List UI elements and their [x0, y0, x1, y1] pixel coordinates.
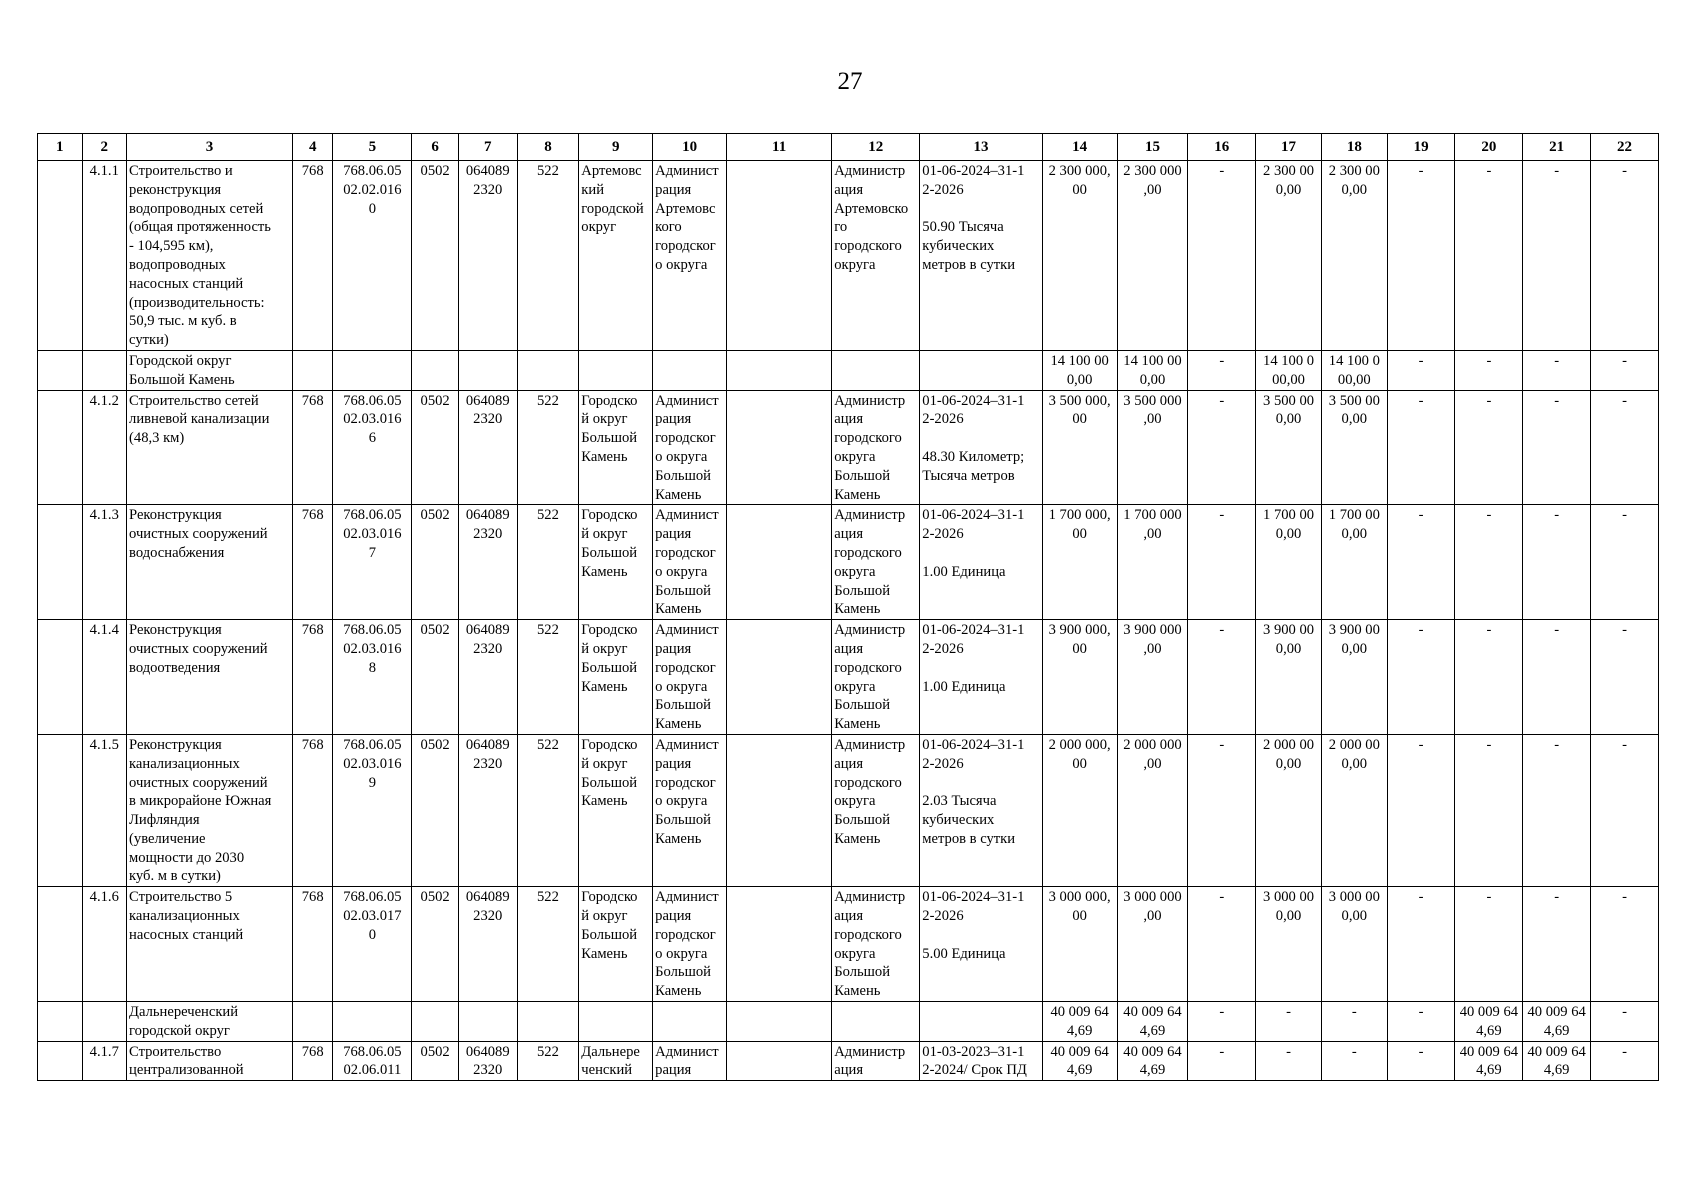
cell-col-21: -	[1523, 390, 1591, 505]
cell-col-3: Реконструкция канализационных очистных сооружений в микрорайоне Южная Лифляндия (увеличение мощности до 2030 куб. м в сутки)	[127, 734, 293, 886]
column-header-10: 10	[653, 134, 727, 161]
cell-col-11	[727, 887, 832, 1002]
cell-col-1	[38, 887, 83, 1002]
cell-col-6: 0502	[412, 1041, 459, 1081]
cell-col-9	[579, 350, 653, 390]
cell-col-19: -	[1387, 734, 1455, 886]
table-row	[38, 620, 1659, 735]
cell-col-10: Админист рация городског о округа Большой Камень	[653, 887, 727, 1002]
budget-table	[37, 133, 1659, 1081]
cell-col-17: 2 000 00 0,00	[1256, 734, 1322, 886]
cell-col-22: -	[1591, 620, 1659, 735]
cell-col-16: -	[1188, 390, 1256, 505]
cell-col-18: -	[1321, 1041, 1387, 1081]
cell-col-16: -	[1188, 1002, 1256, 1042]
cell-col-5: 768.06.05 02.03.016 6	[333, 390, 412, 505]
table-row	[38, 161, 1659, 351]
cell-col-13: 01-06-2024–31-1 2-2026 50.90 Тысяча кубических метров в сутки	[920, 161, 1042, 351]
column-header-18: 18	[1321, 134, 1387, 161]
cell-col-8: 522	[517, 161, 579, 351]
cell-col-20: -	[1455, 350, 1523, 390]
cell-col-22: -	[1591, 887, 1659, 1002]
cell-col-8: 522	[517, 620, 579, 735]
cell-col-17: 1 700 00 0,00	[1256, 505, 1322, 620]
cell-col-13	[920, 350, 1042, 390]
cell-col-19: -	[1387, 1041, 1455, 1081]
cell-col-14: 2 000 000, 00	[1042, 734, 1117, 886]
cell-col-5	[333, 350, 412, 390]
cell-col-8	[517, 350, 579, 390]
column-header-19: 19	[1387, 134, 1455, 161]
cell-col-18: 3 900 00 0,00	[1321, 620, 1387, 735]
cell-col-18: 14 100 0 00,00	[1321, 350, 1387, 390]
cell-col-15: 1 700 000 ,00	[1117, 505, 1188, 620]
cell-col-12: Администр ация	[832, 1041, 920, 1081]
cell-col-9	[579, 1002, 653, 1042]
cell-col-19: -	[1387, 390, 1455, 505]
cell-col-2: 4.1.1	[82, 161, 127, 351]
cell-col-20: -	[1455, 887, 1523, 1002]
cell-col-3: Строительство сетей ливневой канализации (48,3 км)	[127, 390, 293, 505]
cell-col-12: Администр ация городского округа Большой Камень	[832, 505, 920, 620]
cell-col-20: -	[1455, 161, 1523, 351]
cell-col-20: -	[1455, 390, 1523, 505]
cell-col-9: Городско й округ Большой Камень	[579, 620, 653, 735]
cell-col-17: -	[1256, 1002, 1322, 1042]
cell-col-19: -	[1387, 887, 1455, 1002]
cell-col-11	[727, 620, 832, 735]
cell-col-7: 064089 2320	[458, 505, 517, 620]
cell-col-12: Администр ация городского округа Большой Камень	[832, 887, 920, 1002]
cell-col-15: 40 009 64 4,69	[1117, 1002, 1188, 1042]
cell-col-4: 768	[292, 734, 332, 886]
cell-col-15: 2 000 000 ,00	[1117, 734, 1188, 886]
cell-col-14: 40 009 64 4,69	[1042, 1041, 1117, 1081]
cell-col-14: 40 009 64 4,69	[1042, 1002, 1117, 1042]
cell-col-22: -	[1591, 505, 1659, 620]
cell-col-17: 14 100 0 00,00	[1256, 350, 1322, 390]
cell-col-10: Админист рация городског о округа Большой Камень	[653, 505, 727, 620]
cell-col-12: Администр ация городского округа Большой Камень	[832, 734, 920, 886]
cell-col-14: 3 900 000, 00	[1042, 620, 1117, 735]
cell-col-1	[38, 1002, 83, 1042]
cell-col-6: 0502	[412, 505, 459, 620]
cell-col-10: Админист рация	[653, 1041, 727, 1081]
cell-col-22: -	[1591, 161, 1659, 351]
cell-col-16: -	[1188, 161, 1256, 351]
cell-col-5	[333, 1002, 412, 1042]
cell-col-18: 3 000 00 0,00	[1321, 887, 1387, 1002]
cell-col-13: 01-06-2024–31-1 2-2026 1.00 Единица	[920, 505, 1042, 620]
cell-col-18: 2 300 00 0,00	[1321, 161, 1387, 351]
column-header-21: 21	[1523, 134, 1591, 161]
cell-col-4: 768	[292, 887, 332, 1002]
cell-col-17: 3 500 00 0,00	[1256, 390, 1322, 505]
cell-col-5: 768.06.05 02.06.011	[333, 1041, 412, 1081]
column-header-22: 22	[1591, 134, 1659, 161]
cell-col-7: 064089 2320	[458, 734, 517, 886]
table-row	[38, 350, 1659, 390]
cell-col-2: 4.1.2	[82, 390, 127, 505]
cell-col-15: 3 000 000 ,00	[1117, 887, 1188, 1002]
cell-col-17: 3 900 00 0,00	[1256, 620, 1322, 735]
cell-col-21: -	[1523, 620, 1591, 735]
cell-col-2: 4.1.5	[82, 734, 127, 886]
cell-col-18: -	[1321, 1002, 1387, 1042]
cell-col-15: 14 100 00 0,00	[1117, 350, 1188, 390]
cell-col-6: 0502	[412, 887, 459, 1002]
column-header-7: 7	[458, 134, 517, 161]
cell-col-4	[292, 1002, 332, 1042]
cell-col-3: Строительство и реконструкция водопроводных сетей (общая протяженность - 104,595 км), водопроводных насосных станций (производительность: 50,9 тыс. м куб. в сутки)	[127, 161, 293, 351]
table-row	[38, 734, 1659, 886]
cell-col-18: 3 500 00 0,00	[1321, 390, 1387, 505]
cell-col-2	[82, 1002, 127, 1042]
cell-col-16: -	[1188, 505, 1256, 620]
cell-col-9: Городско й округ Большой Камень	[579, 505, 653, 620]
cell-col-13: 01-06-2024–31-1 2-2026 2.03 Тысяча кубических метров в сутки	[920, 734, 1042, 886]
cell-col-4	[292, 350, 332, 390]
cell-col-13: 01-06-2024–31-1 2-2026 1.00 Единица	[920, 620, 1042, 735]
cell-col-7	[458, 350, 517, 390]
cell-col-12	[832, 1002, 920, 1042]
column-header-2: 2	[82, 134, 127, 161]
cell-col-3: Городской округ Большой Камень	[127, 350, 293, 390]
cell-col-20: 40 009 64 4,69	[1455, 1002, 1523, 1042]
cell-col-9: Городско й округ Большой Камень	[579, 390, 653, 505]
cell-col-21: 40 009 64 4,69	[1523, 1002, 1591, 1042]
cell-col-20: -	[1455, 620, 1523, 735]
cell-col-10: Админист рация городског о округа Большой Камень	[653, 390, 727, 505]
cell-col-2	[82, 350, 127, 390]
column-header-14: 14	[1042, 134, 1117, 161]
cell-col-1	[38, 390, 83, 505]
cell-col-10: Админист рация городског о округа Большой Камень	[653, 734, 727, 886]
cell-col-20: 40 009 64 4,69	[1455, 1041, 1523, 1081]
cell-col-5: 768.06.05 02.03.016 9	[333, 734, 412, 886]
page-number: 27	[837, 68, 863, 95]
cell-col-16: -	[1188, 350, 1256, 390]
cell-col-21: -	[1523, 161, 1591, 351]
cell-col-15: 40 009 64 4,69	[1117, 1041, 1188, 1081]
cell-col-19: -	[1387, 620, 1455, 735]
cell-col-21: -	[1523, 505, 1591, 620]
cell-col-19: -	[1387, 505, 1455, 620]
column-header-8: 8	[517, 134, 579, 161]
cell-col-22: -	[1591, 1002, 1659, 1042]
cell-col-22: -	[1591, 350, 1659, 390]
cell-col-3: Строительство централизованной	[127, 1041, 293, 1081]
cell-col-22: -	[1591, 390, 1659, 505]
cell-col-16: -	[1188, 620, 1256, 735]
column-header-17: 17	[1256, 134, 1322, 161]
cell-col-7: 064089 2320	[458, 887, 517, 1002]
column-header-11: 11	[727, 134, 832, 161]
cell-col-21: -	[1523, 887, 1591, 1002]
table-row	[38, 887, 1659, 1002]
cell-col-13: 01-03-2023–31-1 2-2024/ Срок ПД	[920, 1041, 1042, 1081]
column-header-12: 12	[832, 134, 920, 161]
cell-col-11	[727, 1002, 832, 1042]
cell-col-8: 522	[517, 505, 579, 620]
cell-col-22: -	[1591, 734, 1659, 886]
cell-col-2: 4.1.7	[82, 1041, 127, 1081]
cell-col-18: 1 700 00 0,00	[1321, 505, 1387, 620]
cell-col-5: 768.06.05 02.03.016 8	[333, 620, 412, 735]
cell-col-4: 768	[292, 390, 332, 505]
cell-col-8	[517, 1002, 579, 1042]
column-header-16: 16	[1188, 134, 1256, 161]
cell-col-14: 14 100 00 0,00	[1042, 350, 1117, 390]
cell-col-13: 01-06-2024–31-1 2-2026 48.30 Километр; Тысяча метров	[920, 390, 1042, 505]
cell-col-11	[727, 734, 832, 886]
cell-col-11	[727, 161, 832, 351]
cell-col-4: 768	[292, 1041, 332, 1081]
cell-col-6: 0502	[412, 390, 459, 505]
cell-col-20: -	[1455, 734, 1523, 886]
cell-col-20: -	[1455, 505, 1523, 620]
cell-col-4: 768	[292, 161, 332, 351]
cell-col-17: 2 300 00 0,00	[1256, 161, 1322, 351]
cell-col-11	[727, 1041, 832, 1081]
cell-col-1	[38, 620, 83, 735]
cell-col-4: 768	[292, 505, 332, 620]
cell-col-7: 064089 2320	[458, 620, 517, 735]
table-row	[38, 1041, 1659, 1081]
cell-col-21: -	[1523, 734, 1591, 886]
cell-col-4: 768	[292, 620, 332, 735]
column-header-1: 1	[38, 134, 83, 161]
cell-col-16: -	[1188, 1041, 1256, 1081]
column-header-9: 9	[579, 134, 653, 161]
cell-col-21: 40 009 64 4,69	[1523, 1041, 1591, 1081]
cell-col-14: 3 000 000, 00	[1042, 887, 1117, 1002]
cell-col-5: 768.06.05 02.02.016 0	[333, 161, 412, 351]
cell-col-7: 064089 2320	[458, 1041, 517, 1081]
cell-col-12	[832, 350, 920, 390]
cell-col-5: 768.06.05 02.03.016 7	[333, 505, 412, 620]
cell-col-10: Админист рация городског о округа Большой Камень	[653, 620, 727, 735]
cell-col-3: Реконструкция очистных сооружений водоотведения	[127, 620, 293, 735]
cell-col-10	[653, 350, 727, 390]
cell-col-8: 522	[517, 887, 579, 1002]
cell-col-8: 522	[517, 390, 579, 505]
column-header-5: 5	[333, 134, 412, 161]
cell-col-9: Городско й округ Большой Камень	[579, 887, 653, 1002]
cell-col-10	[653, 1002, 727, 1042]
cell-col-2: 4.1.6	[82, 887, 127, 1002]
cell-col-1	[38, 1041, 83, 1081]
cell-col-19: -	[1387, 1002, 1455, 1042]
table-row	[38, 390, 1659, 505]
cell-col-12: Администр ация Артемовско го городского округа	[832, 161, 920, 351]
cell-col-7	[458, 1002, 517, 1042]
cell-col-10: Админист рация Артемовс кого городског о округа	[653, 161, 727, 351]
cell-col-3: Строительство 5 канализационных насосных станций	[127, 887, 293, 1002]
cell-col-13	[920, 1002, 1042, 1042]
cell-col-1	[38, 350, 83, 390]
cell-col-19: -	[1387, 350, 1455, 390]
cell-col-11	[727, 505, 832, 620]
table-row	[38, 1002, 1659, 1042]
cell-col-3: Реконструкция очистных сооружений водоснабжения	[127, 505, 293, 620]
cell-col-5: 768.06.05 02.03.017 0	[333, 887, 412, 1002]
cell-col-17: 3 000 00 0,00	[1256, 887, 1322, 1002]
cell-col-14: 1 700 000, 00	[1042, 505, 1117, 620]
cell-col-21: -	[1523, 350, 1591, 390]
column-header-13: 13	[920, 134, 1042, 161]
cell-col-13: 01-06-2024–31-1 2-2026 5.00 Единица	[920, 887, 1042, 1002]
cell-col-14: 2 300 000, 00	[1042, 161, 1117, 351]
cell-col-9: Городско й округ Большой Камень	[579, 734, 653, 886]
cell-col-8: 522	[517, 734, 579, 886]
cell-col-16: -	[1188, 734, 1256, 886]
column-header-20: 20	[1455, 134, 1523, 161]
cell-col-1	[38, 734, 83, 886]
cell-col-19: -	[1387, 161, 1455, 351]
column-header-3: 3	[127, 134, 293, 161]
cell-col-6: 0502	[412, 620, 459, 735]
cell-col-2: 4.1.4	[82, 620, 127, 735]
cell-col-7: 064089 2320	[458, 390, 517, 505]
cell-col-18: 2 000 00 0,00	[1321, 734, 1387, 886]
cell-col-6	[412, 350, 459, 390]
table-row	[38, 505, 1659, 620]
cell-col-15: 2 300 000 ,00	[1117, 161, 1188, 351]
cell-col-9: Артемовс кий городской округ	[579, 161, 653, 351]
cell-col-14: 3 500 000, 00	[1042, 390, 1117, 505]
cell-col-7: 064089 2320	[458, 161, 517, 351]
cell-col-15: 3 900 000 ,00	[1117, 620, 1188, 735]
cell-col-6	[412, 1002, 459, 1042]
cell-col-1	[38, 161, 83, 351]
cell-col-22: -	[1591, 1041, 1659, 1081]
column-header-6: 6	[412, 134, 459, 161]
cell-col-3: Дальнереченский городской округ	[127, 1002, 293, 1042]
cell-col-2: 4.1.3	[82, 505, 127, 620]
cell-col-11	[727, 350, 832, 390]
cell-col-8: 522	[517, 1041, 579, 1081]
cell-col-6: 0502	[412, 161, 459, 351]
header-row	[38, 134, 1659, 161]
cell-col-12: Администр ация городского округа Большой Камень	[832, 390, 920, 505]
cell-col-9: Дальнере ченский	[579, 1041, 653, 1081]
cell-col-12: Администр ация городского округа Большой Камень	[832, 620, 920, 735]
cell-col-6: 0502	[412, 734, 459, 886]
cell-col-16: -	[1188, 887, 1256, 1002]
column-header-15: 15	[1117, 134, 1188, 161]
cell-col-15: 3 500 000 ,00	[1117, 390, 1188, 505]
cell-col-17: -	[1256, 1041, 1322, 1081]
column-header-4: 4	[292, 134, 332, 161]
table-body	[38, 161, 1659, 1081]
cell-col-1	[38, 505, 83, 620]
cell-col-11	[727, 390, 832, 505]
